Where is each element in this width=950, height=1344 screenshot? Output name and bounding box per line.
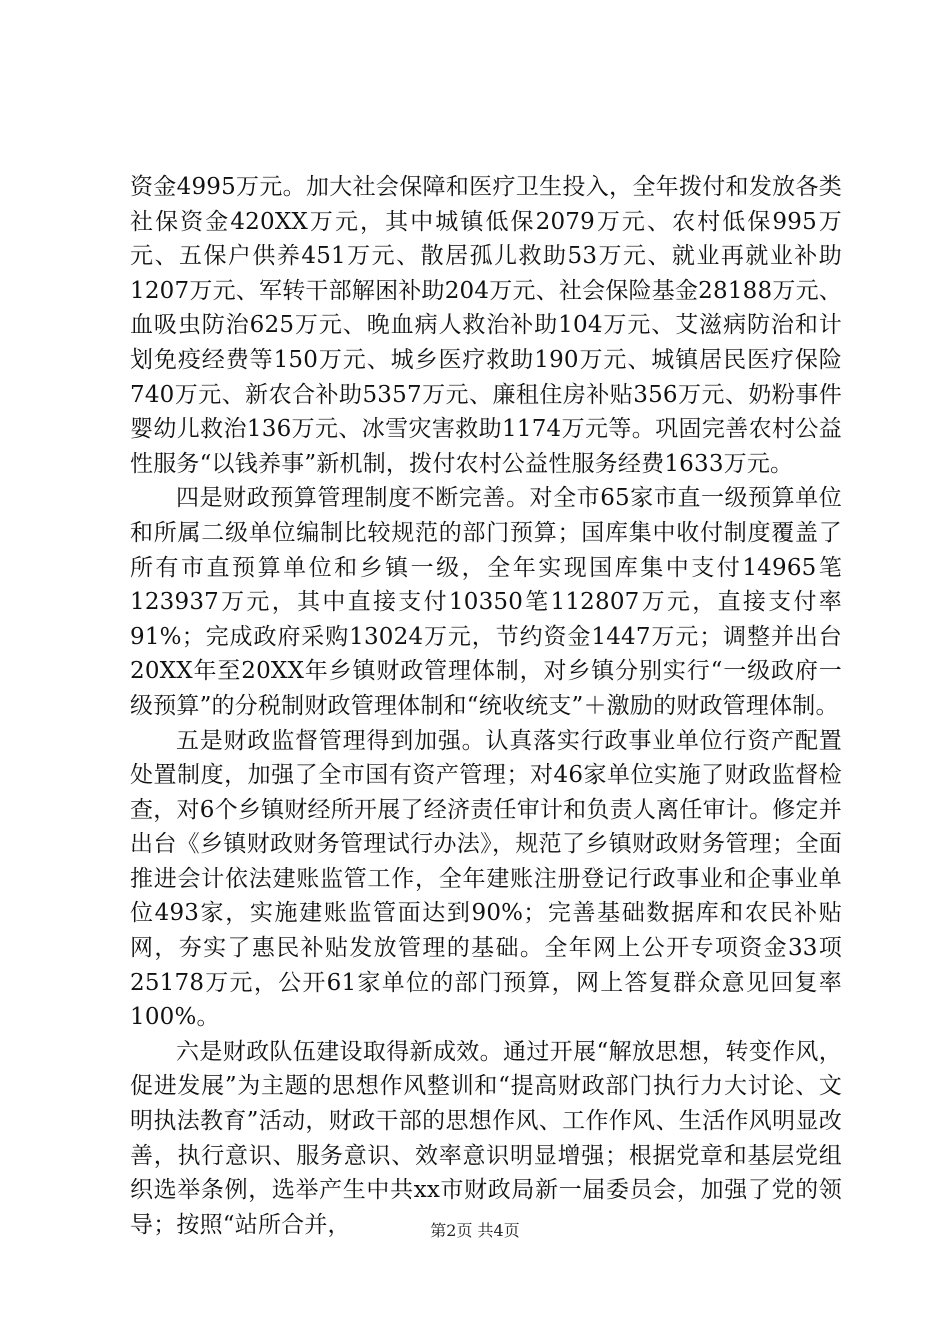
paragraph-team-building: 六是财政队伍建设取得新成效。通过开展“解放思想，转变作风，促进发展”为主题的思想作风整训和“提高财政部门执行力大讨论、文明执法教育”活动，财政干部的思想作风、工作作风、生活作风明显改善，执行意识、服务意识、效率意识明显增强；根据党章和基层党组织选举条例，选举产生中共xx市财政局新一届委员会，加强了党的领导；按照“站所合并，: [130, 1038, 842, 1238]
paragraph-supervision: 五是财政监督管理得到加强。认真落实行政事业单位行资产配置处置制度，加强了全市国有资产管理；对46家单位实施了财政监督检查，对6个乡镇财经所开展了经济责任审计和负责人离任审计。修定并出台《乡镇财政财务管理试行办法》，规范了乡镇财政财务管理；全面推进会计依法建账监管工作，全年建账注册登记行政事业和企事业单位493家，实施建账监管面达到90%；完善基础数据库和农民补贴网，夯实了惠民补贴发放管理的基础。全年网上公开专项资金33项25178万元，公开61家单位的部门预算，网上答复群众意见回复率100%。: [130, 727, 842, 1031]
paragraph-budget-management: 四是财政预算管理制度不断完善。对全市65家市直一级预算单位和所属二级单位编制比较规范的部门预算；国库集中收付制度覆盖了所有市直预算单位和乡镇一级，全年实现国库集中支付14965笔123937万元，其中直接支付10350笔112807万元，直接支付率91%；完成政府采购13024万元，节约资金1447万元；调整并出台20XX年至20XX年乡镇财政管理体制，对乡镇分别实行“一级政府一级预算”的分税制财政管理体制和“统收统支”＋激励的财政管理体制。: [130, 485, 842, 719]
paragraph-continuation: 资金4995万元。加大社会保障和医疗卫生投入，全年拨付和发放各类社保资金420XX万元，其中城镇低保2079万元、农村低保995万元、五保户供养451万元、散居孤儿救助53万元、就业再就业补助1207万元、军转干部解困补助204万元、社会保险基金28188万元、血吸虫防治625万元、晚血病人救治补助104万元、艾滋病防治和计划免疫经费等150万元、城乡医疗救助190万元、城镇居民医疗保险740万元、新农合补助5357万元、廉租住房补贴356万元、奶粉事件婴幼儿救治136万元、冰雪灾害救助1174万元等。巩固完善农村公益性服务“以钱养事”新机制，拨付农村公益性服务经费1633万元。: [130, 174, 842, 477]
document-body: [130, 170, 842, 1242]
page-footer: 第2页 共4页: [430, 1221, 520, 1240]
